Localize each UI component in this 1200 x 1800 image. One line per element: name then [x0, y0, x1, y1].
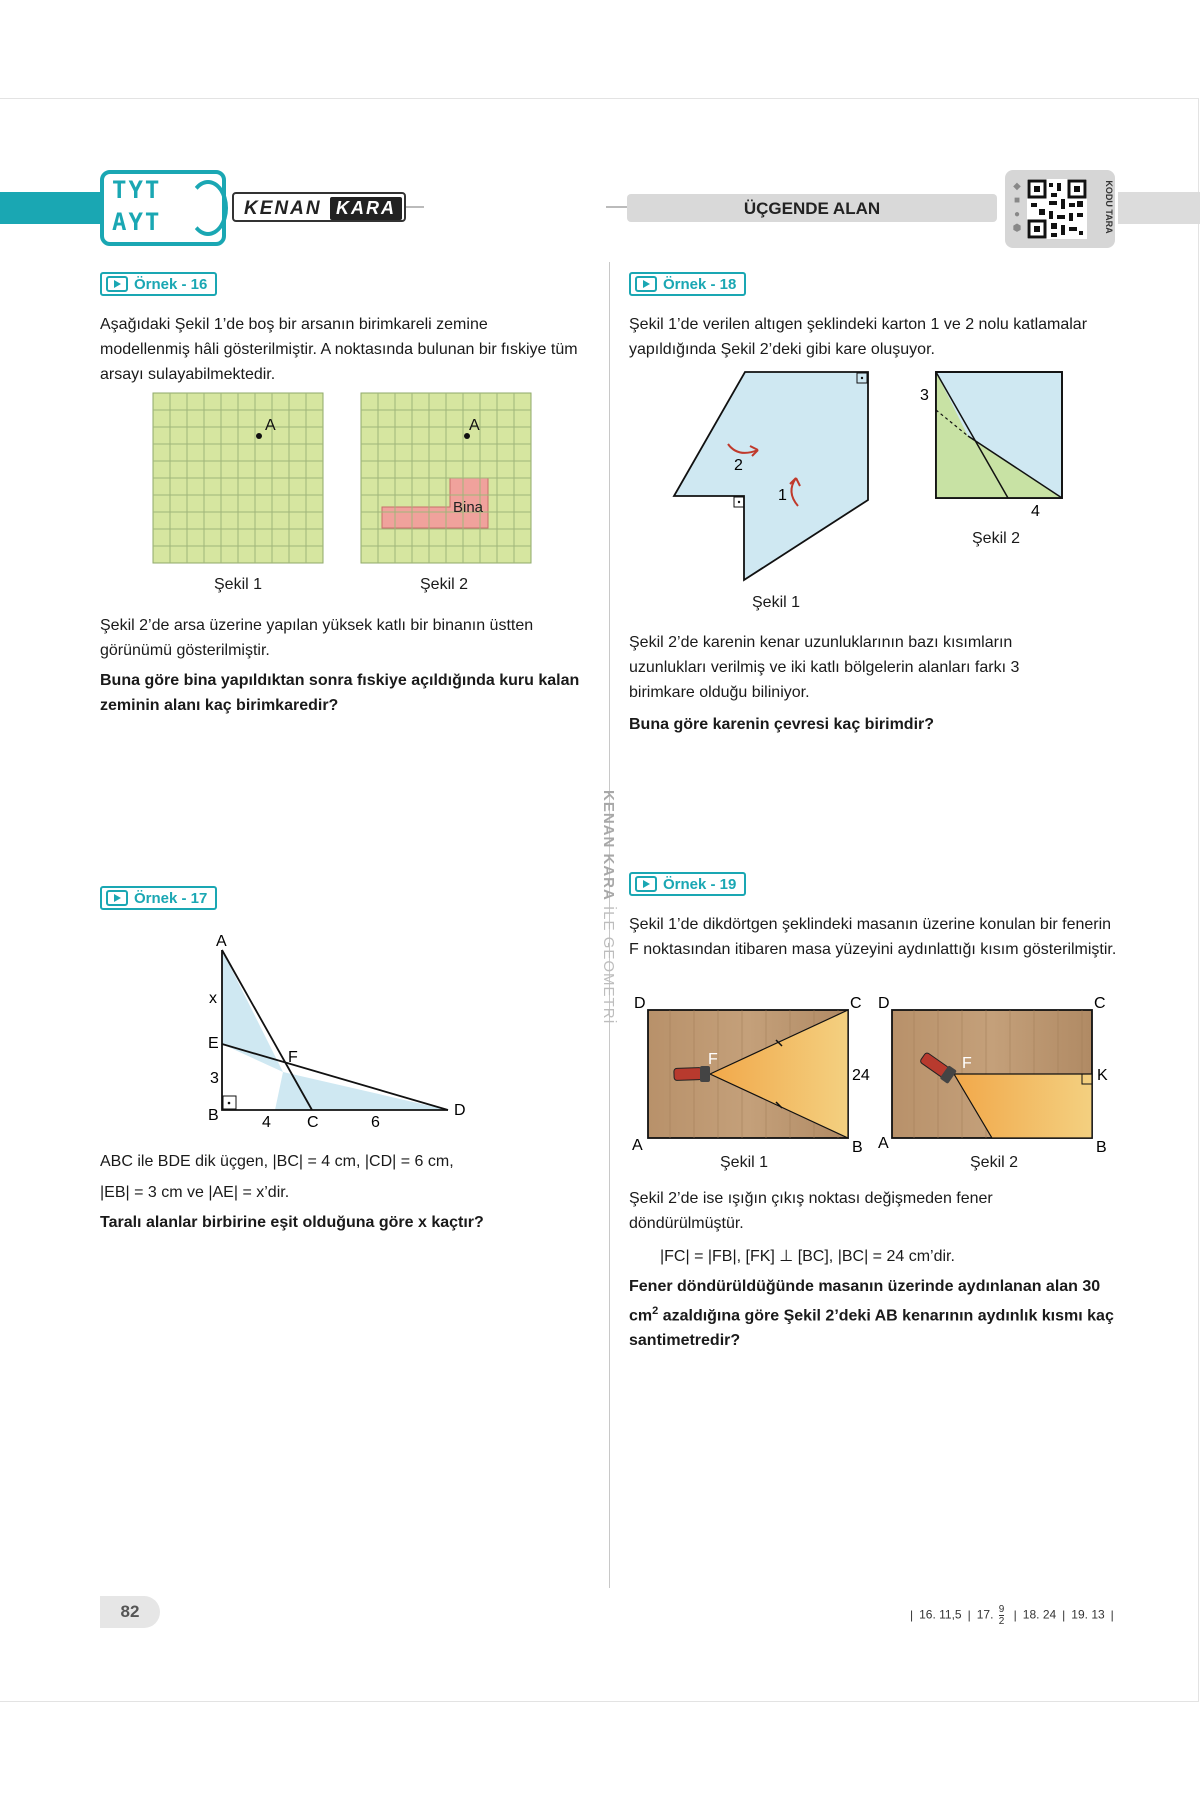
play-icon[interactable]: [635, 276, 657, 292]
example-18-question: Buna göre karenin çevresi kaç birimdir?: [629, 716, 935, 733]
example-19-given: |FC| = |FB|, [FK] ⊥ [BC], |BC| = 24 cm’dir.: [660, 1248, 955, 1265]
answer-18: 18. 24: [1022, 1607, 1057, 1622]
example-16-badge: [100, 272, 217, 296]
qr-label: KODU TARA: [1104, 180, 1114, 234]
example-19-intro: Şekil 1’de dikdörtgen şeklindeki masanın üzerine konulan bir fenerin F noktasından itibaren masa yüzeyini aydınlattığı kısım gösterilmiştir.: [629, 916, 1117, 958]
spine-bold: KENAN KARA: [600, 790, 617, 901]
example-19-badge: [629, 872, 746, 896]
answer-16: 16. 11,5: [919, 1607, 962, 1622]
example-19-body: Şekil 2’de ise ışığın çıkış noktası değişmeden fener döndürülmüştür.: [629, 1190, 993, 1232]
example-19-figure-2: [874, 992, 1120, 1158]
answer-17: 17.: [976, 1607, 994, 1622]
length-cd: 6: [371, 1114, 380, 1130]
point-d: D: [454, 1102, 466, 1119]
spine-text: [600, 790, 617, 1025]
fig2-point-d: D: [878, 995, 890, 1012]
example-19-caption-1: Şekil 1: [720, 1154, 769, 1171]
example-19-question-sup: 2: [652, 1305, 659, 1317]
fig2-point-c: C: [1094, 995, 1106, 1012]
length-bc: 4: [262, 1114, 271, 1130]
fraction-denominator: 2: [998, 1616, 1005, 1627]
example-18-figure-1: [668, 366, 878, 586]
qr-code-icon[interactable]: [1027, 179, 1087, 239]
length-eb: 3: [210, 1070, 219, 1087]
answer-key: | 16. 11,5 | 17. $\frac{9}{2}$ | 18. 24 | 19. 13 |: [910, 1604, 1114, 1627]
example-17-badge: [100, 886, 217, 910]
example-18-badge: [629, 272, 746, 296]
example-16-figure-1: [152, 392, 328, 568]
example-16-caption-2: Şekil 2: [420, 576, 469, 593]
tyt-ayt-logo: [100, 170, 226, 246]
example-18-body: Şekil 2’de karenin kenar uzunluklarının bazı kısımların uzunlukları verilmiş ve iki katlı bölgelerin alanları farkı 3 birimkare olduğu biliniyor.: [629, 634, 1020, 701]
point-f: F: [288, 1049, 298, 1066]
logo-ring-icon: [188, 180, 228, 236]
fig2-point-k: K: [1097, 1067, 1108, 1084]
example-19-question: [629, 1274, 1119, 1353]
example-16-intro: Aşağıdaki Şekil 1’de boş bir arsanın birimkareli zemine modellenmiş hâli gösterilmiştir. A noktasında bulunan bir fıskiye tüm arsayı sulayabilmektedir.: [100, 316, 578, 383]
example-19-figure-1: [630, 992, 876, 1158]
answer-17-fraction: [999, 1604, 1005, 1627]
length-x: x: [209, 990, 217, 1007]
fold-1: 1: [778, 487, 787, 504]
example-19-question-b: azaldığına göre Şekil 2’deki AB kenarının aydınlık kısmı kaç santimetredir?: [629, 1307, 1114, 1350]
logo-tyt-text: TYT: [112, 176, 162, 204]
section-title: ÜÇGENDE ALAN: [743, 199, 881, 218]
fig2-point-f: F: [962, 1055, 972, 1072]
play-icon[interactable]: [106, 276, 128, 292]
fig1-point-b: B: [852, 1139, 863, 1156]
header-teal-band: [0, 192, 112, 224]
fraction-numerator: 9: [998, 1604, 1005, 1615]
point-a: A: [216, 933, 227, 950]
example-17-figure: [196, 930, 476, 1130]
example-16-figure-2: [360, 392, 536, 568]
qr-side-icons: ◆ ■ ● ⬢: [1012, 181, 1022, 234]
section-title-bar: [627, 194, 997, 222]
page-number: 82: [100, 1596, 160, 1628]
example-16-question: Buna göre bina yapıldıktan sonra fıskiye açıldığında kuru kalan zeminin alanı kaç birimkaredir?: [100, 672, 580, 714]
header-connector-left: [406, 206, 424, 208]
logo-ayt-text: AYT: [112, 208, 162, 236]
example-17-question: Taralı alanlar birbirine eşit olduğuna göre x kaçtır?: [100, 1214, 484, 1231]
fig2-point-a: A: [878, 1135, 889, 1152]
example-16-label: Örnek - 16: [134, 275, 208, 293]
example-16-caption-1: Şekil 1: [214, 576, 263, 593]
fig2-point-b: B: [1096, 1139, 1107, 1156]
example-17-label: Örnek - 17: [134, 889, 208, 907]
point-e: E: [208, 1035, 219, 1052]
example-18-caption-1: Şekil 1: [752, 594, 801, 611]
brand-first-name: KENAN: [244, 198, 322, 219]
play-icon[interactable]: [635, 876, 657, 892]
fold-2: 2: [734, 457, 743, 474]
play-icon[interactable]: [106, 890, 128, 906]
fig2-point-a: A: [469, 417, 480, 434]
building-label: Bina: [453, 499, 484, 516]
example-17-body-line-1: ABC ile BDE dik üçgen, |BC| = 4 cm, |CD| = 6 cm,: [100, 1153, 454, 1170]
example-18-label: Örnek - 18: [663, 275, 737, 293]
header-grey-band: [1118, 192, 1200, 224]
point-b: B: [208, 1107, 219, 1124]
fig1-point-a: A: [632, 1137, 643, 1154]
fig1-length-24: 24: [852, 1067, 870, 1084]
fig1-point-f: F: [708, 1051, 718, 1068]
length-4: 4: [1031, 503, 1040, 520]
fig1-point-d: D: [634, 995, 646, 1012]
example-19-label: Örnek - 19: [663, 875, 737, 893]
example-18-caption-2: Şekil 2: [972, 530, 1021, 547]
example-18-intro: Şekil 1’de verilen altıgen şeklindeki karton 1 ve 2 nolu katlamalar yapıldığında Şekil 2’deki gibi kare oluşuyor.: [629, 316, 1088, 358]
example-19-caption-2: Şekil 2: [970, 1154, 1019, 1171]
fig1-point-c: C: [850, 995, 862, 1012]
brand-badge: [232, 192, 406, 222]
example-17-body-line-2: |EB| = 3 cm ve |AE| = x’dir.: [100, 1184, 290, 1201]
fig1-point-a: A: [265, 417, 276, 434]
header-connector-right: [606, 206, 628, 208]
brand-last-name: KARA: [330, 197, 402, 220]
point-c: C: [307, 1114, 319, 1130]
example-18-figure-2: [916, 366, 1066, 526]
example-19-question-a: Fener döndürüldüğünde masanın üzerinde aydınlanan alan 30 cm: [629, 1278, 1101, 1325]
answer-19: 19. 13: [1071, 1607, 1105, 1622]
length-3: 3: [920, 387, 929, 404]
qr-code-panel[interactable]: [1005, 170, 1115, 248]
example-16-body: Şekil 2’de arsa üzerine yapılan yüksek katlı bir binanın üstten görünümü gösterilmiştir.: [100, 617, 534, 659]
spine-rest: İLE GEOMETRİ: [600, 900, 617, 1025]
